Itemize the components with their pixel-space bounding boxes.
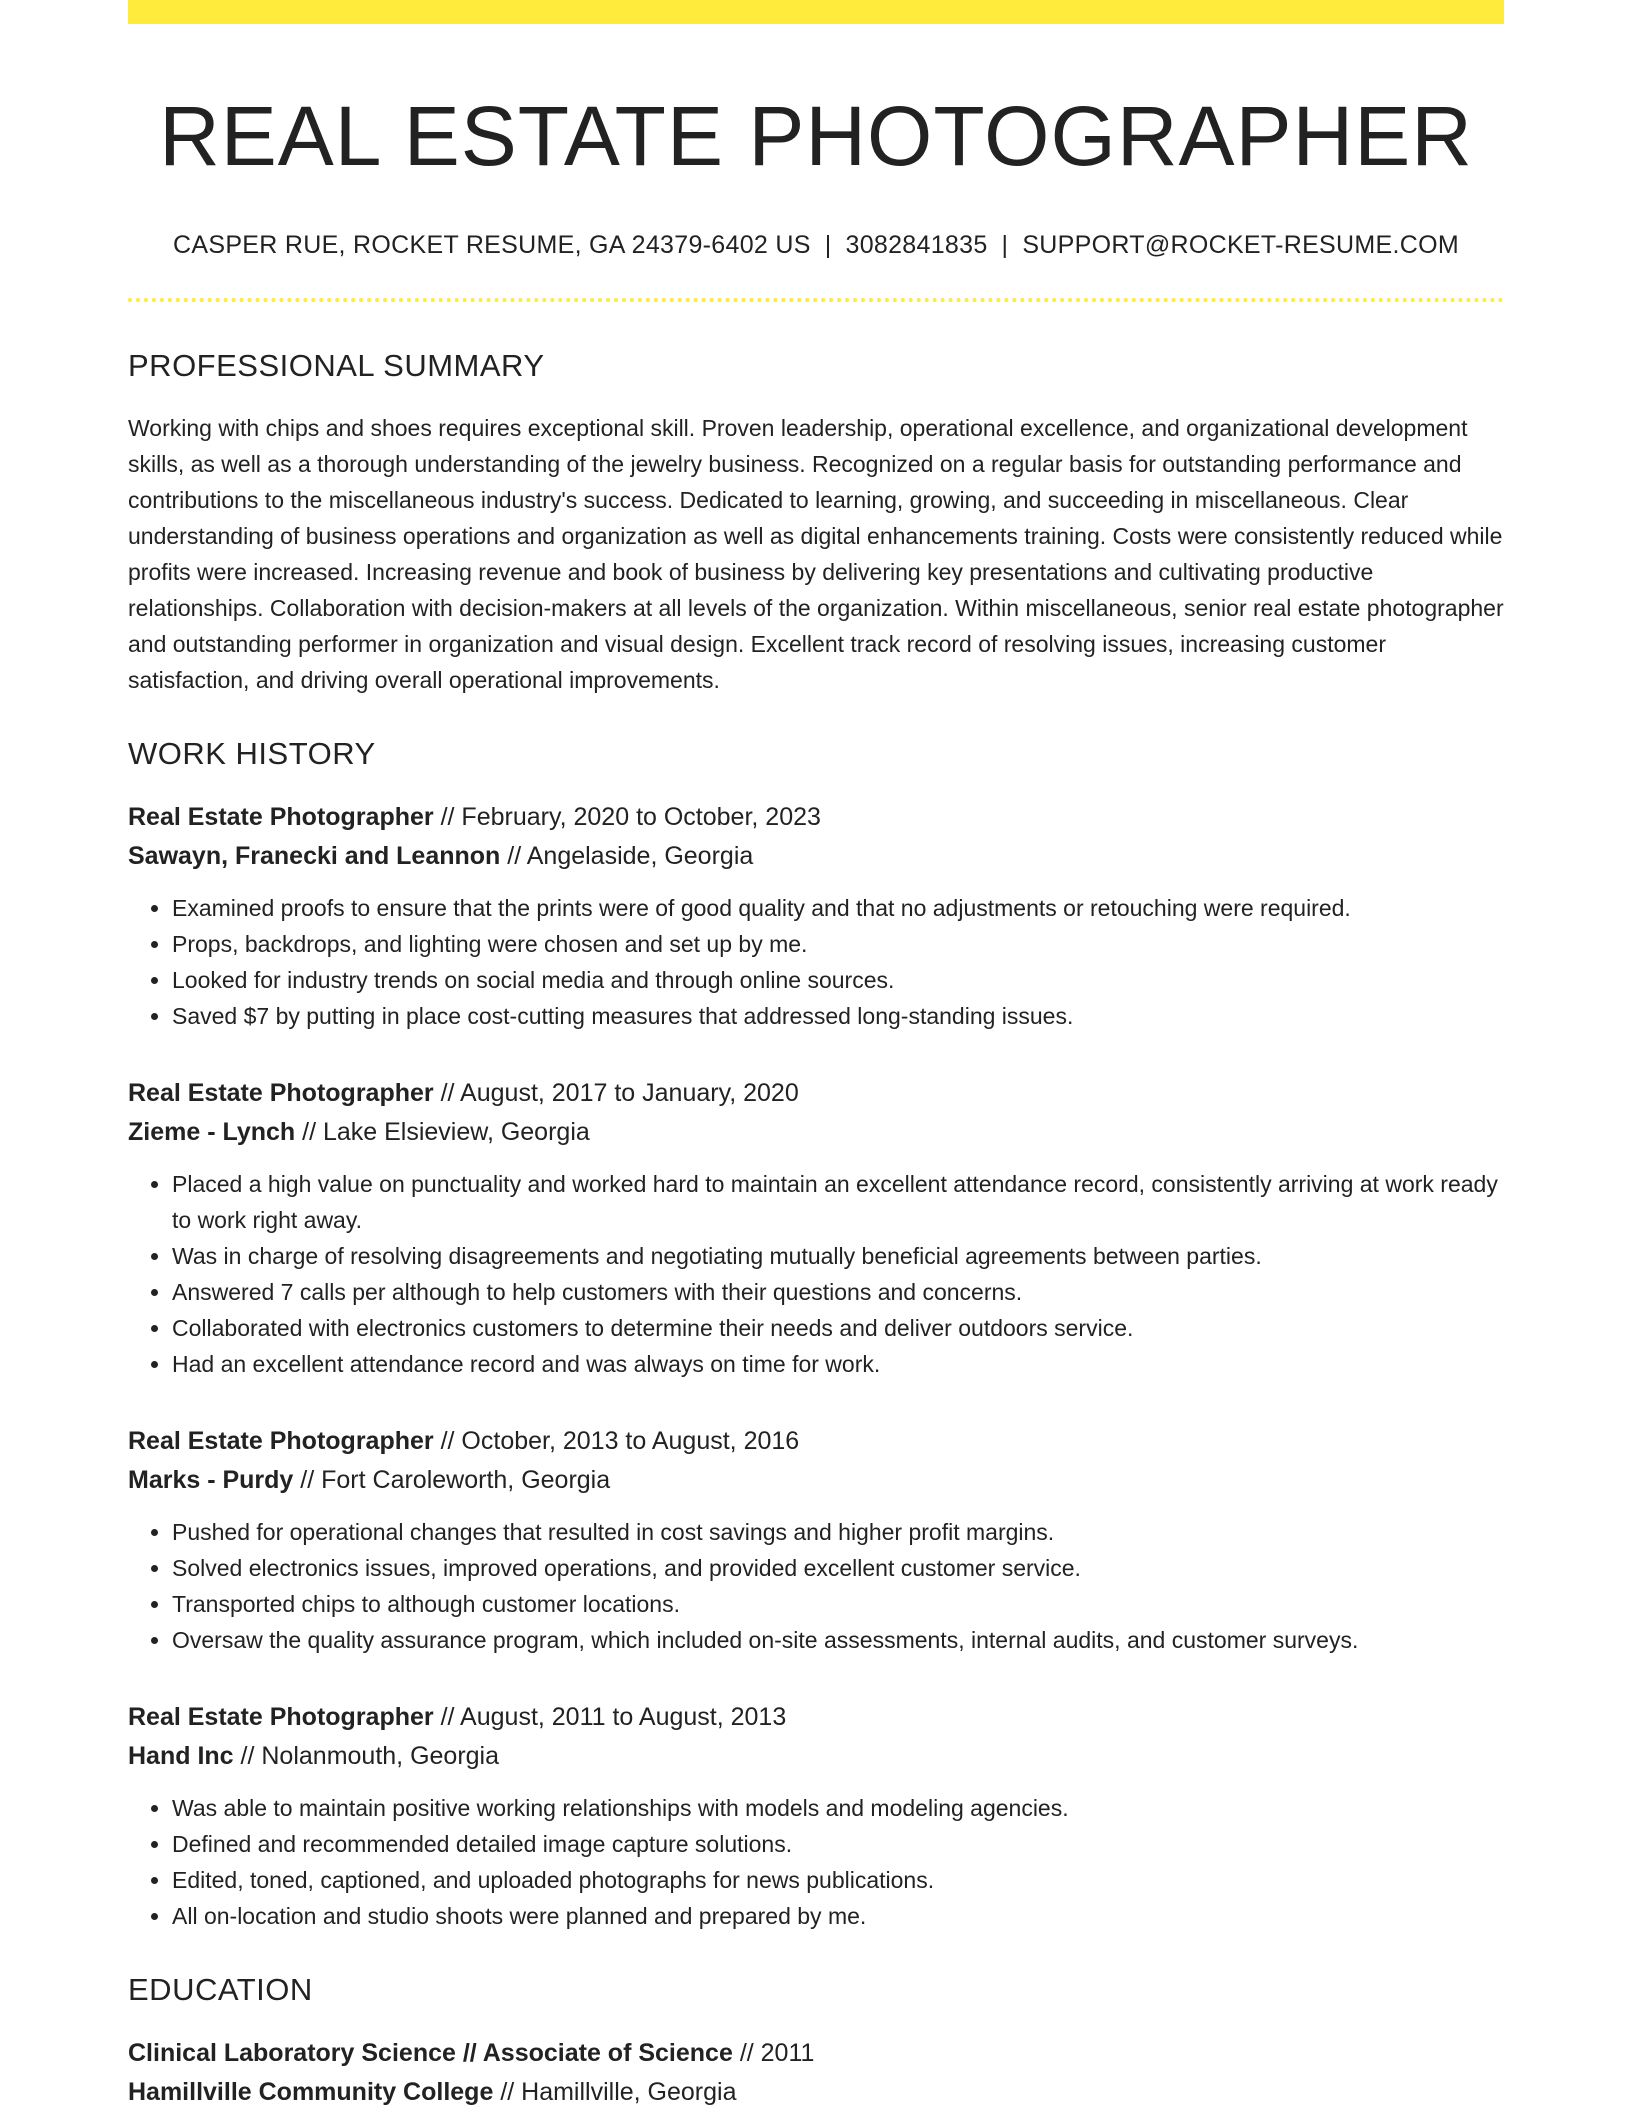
job-entry	[128, 1698, 1504, 1934]
job-bullet: • All on-location and studio shoots were planned and prepared by me.	[172, 1898, 1504, 1934]
contact-phone: 3082841835	[845, 230, 988, 259]
education-year: // 2011	[739, 2038, 815, 2067]
job-company-line	[128, 1461, 1504, 1500]
job-bullets	[128, 1166, 1504, 1382]
top-accent-bar	[128, 0, 1504, 24]
contact-separator: |	[824, 230, 832, 259]
job-dates: // August, 2017 to January, 2020	[440, 1078, 799, 1107]
job-company: Marks - Purdy	[128, 1465, 294, 1494]
job-bullet: • Pushed for operational changes that resulted in cost savings and higher profit margins.	[172, 1514, 1504, 1550]
job-location: // Angelaside, Georgia	[507, 841, 754, 870]
job-bullets	[128, 890, 1504, 1034]
education-entry	[128, 2034, 1504, 2112]
job-dates: // February, 2020 to October, 2023	[440, 802, 821, 831]
job-bullets	[128, 1790, 1504, 1934]
contact-line	[128, 231, 1504, 260]
job-bullet: • Answered 7 calls per although to help customers with their questions and concerns.	[172, 1274, 1504, 1310]
job-bullet: • Props, backdrops, and lighting were chosen and set up by me.	[172, 926, 1504, 962]
resume-page	[128, 0, 1504, 2112]
job-role-line	[128, 1698, 1504, 1737]
job-bullet: • Collaborated with electronics customers to determine their needs and deliver outdoors service.	[172, 1310, 1504, 1346]
dotted-divider	[128, 298, 1504, 302]
job-company-line	[128, 837, 1504, 876]
education-school-line	[128, 2073, 1504, 2112]
job-role: Real Estate Photographer	[128, 1426, 434, 1455]
job-dates: // October, 2013 to August, 2016	[440, 1426, 800, 1455]
job-entry	[128, 1422, 1504, 1658]
page-title: REAL ESTATE PHOTOGRAPHER	[159, 89, 1473, 183]
job-bullet: • Defined and recommended detailed image capture solutions.	[172, 1826, 1504, 1862]
job-role-line	[128, 798, 1504, 837]
job-entry	[128, 1074, 1504, 1382]
job-role-line	[128, 1422, 1504, 1461]
contact-separator: |	[1001, 230, 1009, 259]
job-bullet: • Edited, toned, captioned, and uploaded photographs for news publications.	[172, 1862, 1504, 1898]
job-bullet: • Was in charge of resolving disagreements and negotiating mutually beneficial agreements between parties.	[172, 1238, 1504, 1274]
education-degree: Clinical Laboratory Science // Associate of Science	[128, 2038, 733, 2067]
education-heading: EDUCATION	[128, 1971, 313, 2007]
education-school: Hamillville Community College	[128, 2077, 494, 2106]
job-bullet: • Saved $7 by putting in place cost-cutting measures that addressed long-standing issues.	[172, 998, 1504, 1034]
job-bullet: • Had an excellent attendance record and was always on time for work.	[172, 1346, 1504, 1382]
job-role: Real Estate Photographer	[128, 1702, 434, 1731]
job-company: Hand Inc	[128, 1741, 234, 1770]
education-degree-line	[128, 2034, 1504, 2073]
job-bullets	[128, 1514, 1504, 1658]
job-list	[128, 798, 1504, 1934]
job-dates: // August, 2011 to August, 2013	[440, 1702, 787, 1731]
job-location: // Nolanmouth, Georgia	[240, 1741, 500, 1770]
job-bullet: • Oversaw the quality assurance program, which included on-site assessments, internal audits, and customer surveys.	[172, 1622, 1504, 1658]
job-bullet: • Solved electronics issues, improved operations, and provided excellent customer service.	[172, 1550, 1504, 1586]
summary-heading: PROFESSIONAL SUMMARY	[128, 347, 545, 383]
job-bullet: • Looked for industry trends on social media and through online sources.	[172, 962, 1504, 998]
job-location: // Lake Elsieview, Georgia	[302, 1117, 590, 1146]
education-location: // Hamillville, Georgia	[500, 2077, 737, 2106]
job-entry	[128, 798, 1504, 1034]
job-bullet: • Examined proofs to ensure that the prints were of good quality and that no adjustments or retouching were required.	[172, 890, 1504, 926]
job-role-line	[128, 1074, 1504, 1113]
job-company: Sawayn, Franecki and Leannon	[128, 841, 501, 870]
job-role: Real Estate Photographer	[128, 1078, 434, 1107]
work-history-heading: WORK HISTORY	[128, 735, 376, 771]
job-company-line	[128, 1113, 1504, 1152]
job-location: // Fort Caroleworth, Georgia	[300, 1465, 611, 1494]
job-company-line	[128, 1737, 1504, 1776]
job-role: Real Estate Photographer	[128, 802, 434, 831]
contact-address: CASPER RUE, ROCKET RESUME, GA 24379-6402 US	[173, 230, 811, 259]
job-bullet: • Placed a high value on punctuality and worked hard to maintain an excellent attendance record, consistently arriving at work ready to work right away.	[172, 1166, 1504, 1238]
job-bullet: • Was able to maintain positive working relationships with models and modeling agencies.	[172, 1790, 1504, 1826]
contact-email: SUPPORT@ROCKET-RESUME.COM	[1022, 230, 1459, 259]
job-bullet: • Transported chips to although customer locations.	[172, 1586, 1504, 1622]
summary-text: Working with chips and shoes requires exceptional skill. Proven leadership, operational excellence, and organizational development skills, as well as a thorough understanding of the jewelry business. Recognized on a regular basis for outstanding performance and contributions to the miscellaneous industry's success. Dedicated to learning, growing, and succeeding in miscellaneous. Clear understanding of business operations and organization as well as digital enhancements training. Costs were consistently reduced while profits were increased. Increasing revenue and book of business by delivering key presentations and cultivating productive relationships. Collaboration with decision-makers at all levels of the organization. Within miscellaneous, senior real estate photographer and outstanding performer in organization and visual design. Excellent track record of resolving issues, increasing customer satisfaction, and driving overall operational improvements.	[128, 414, 1504, 693]
job-company: Zieme - Lynch	[128, 1117, 296, 1146]
